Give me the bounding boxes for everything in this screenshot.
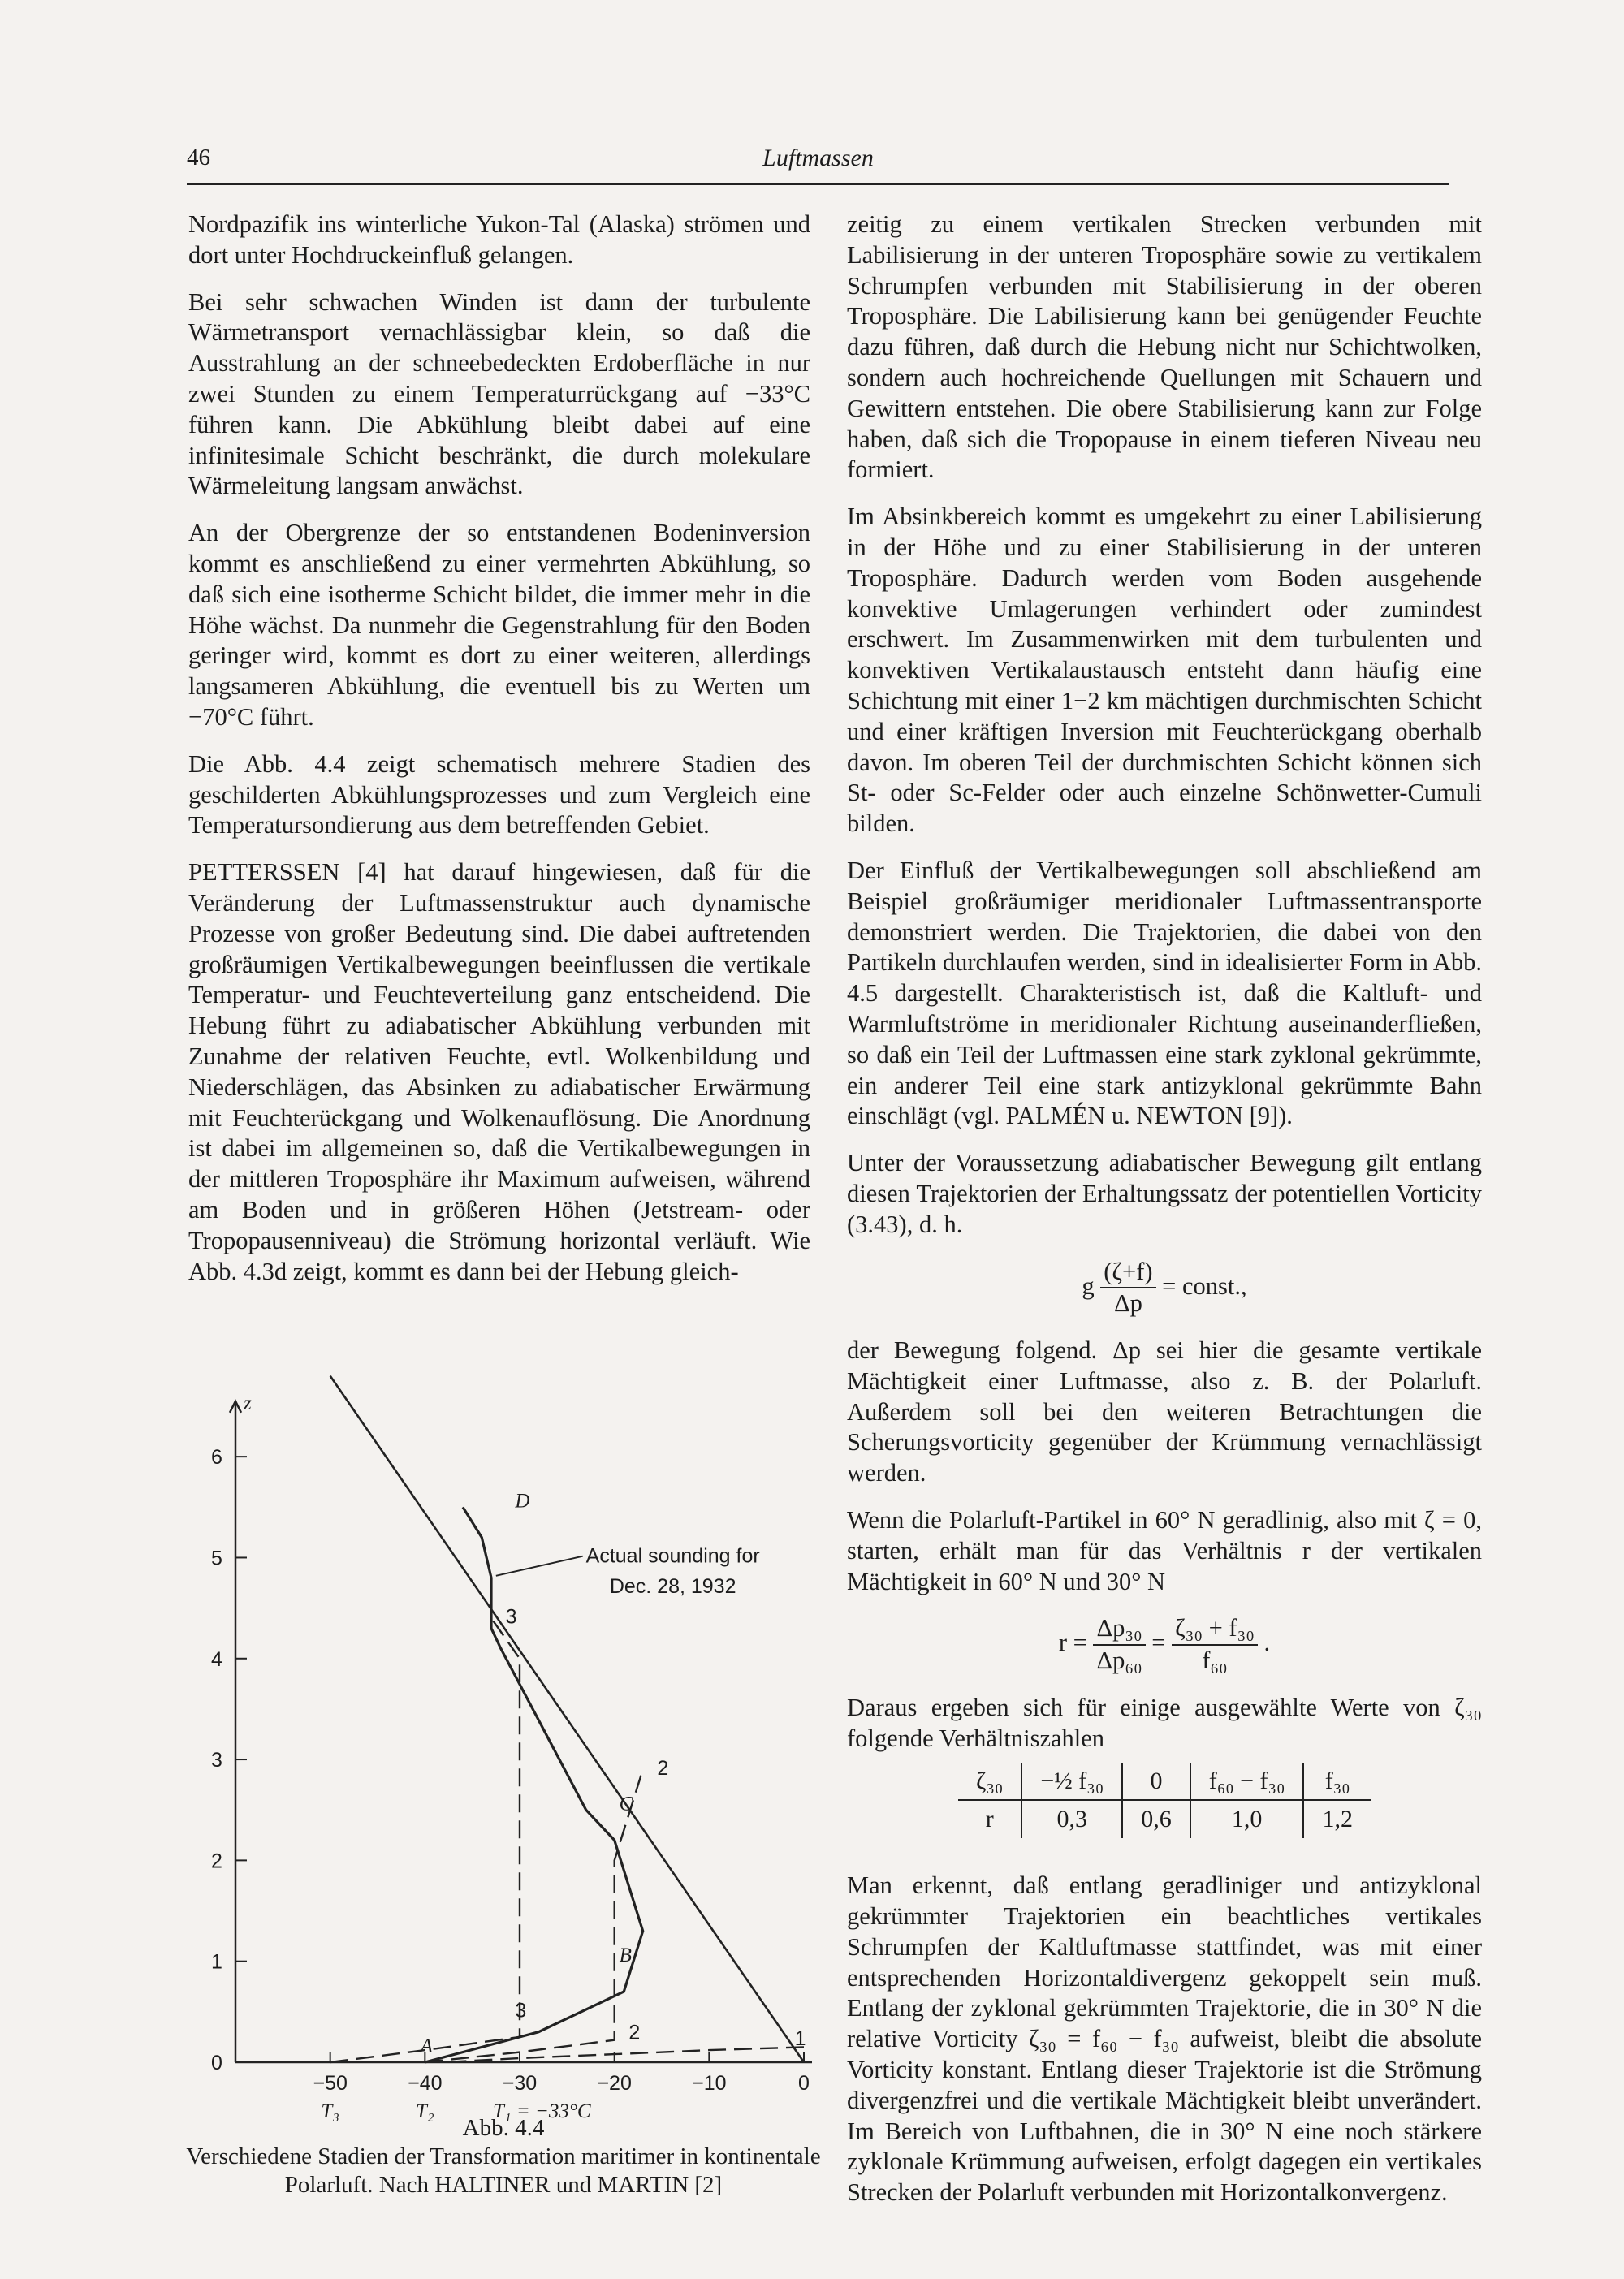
paragraph: Man erkennt, daß entlang geradliniger und antizyklonal gekrümmter Trajektorien ein beachtliches vertikales Schrumpfen der Kaltluftmasse stattfindet, was mit einer entsprechenden Horizontaldivergenz gekoppelt sein muß. Entlang der zyklonal gekrümmten Trajektorie, die in 30° N die relative Vorticity ζ₃₀ = f₆₀ − f₃₀ aufweist, bleibt die absolute Vorticity konstant. Entlang dieser Trajektorie ist die Strömung divergenzfrei und die vertikale Mächtigkeit bleibt unverändert. Im Bereich von Luftbahnen, die in 30° N eine noch stärkere zyklonale Krümmung aufweisen, erfolgt dagegen ein vertikales Strecken der Polarluft verbunden mit Horizontalkonvergenz. [847,1871,1482,2207]
numerator: (ζ+f) [1100,1257,1155,1289]
x-tick-label: −40 [408,2072,443,2095]
caption-label: Abb. 4.4 [462,2115,545,2141]
stage-2-line [425,1770,642,2063]
paragraph: der Bewegung folgend. Δp sei hier die gesamte vertikale Mächtigkeit einer Luftmasse, also z. B. der Polarluft. Außerdem soll bei den weiteren Betrachtungen die Scherungsvorticity gegenüber der Krümmung vernachlässigt werden. [847,1336,1482,1487]
formula-suffix: . [1263,1629,1271,1657]
running-title: Luftmassen [762,145,874,171]
annotation-arrow [496,1556,583,1576]
table-row [958,1800,1371,1838]
formula-prefix: r = [1058,1629,1087,1657]
page-header [187,145,1449,185]
point-label: 2 [657,1756,669,1780]
paragraph: Wenn die Polarluft-Partikel in 60° N geradlinig, also mit ζ = 0, starten, erhält man für das Verhältnis r der vertikalen Mächtigkeit in 60° N und 30° N [847,1506,1482,1595]
fraction [1100,1257,1155,1320]
point-label: A [420,2035,433,2057]
x-tick-label: −20 [597,2072,632,2095]
y-tick-label: 3 [211,1749,222,1772]
sounding-chart [154,1325,853,2153]
stage-3-line [330,1618,520,2062]
table-cell: r [985,1806,994,1833]
table-cell: 1,0 [1190,1800,1304,1838]
paragraph: Daraus ergeben sich für einige ausgewählte Werte von ζ₃₀ folgende Verhältniszahlen [847,1694,1482,1752]
formula-ratio [847,1613,1482,1677]
table-cell: 1,2 [1303,1800,1371,1838]
x-tick-label: 0 [798,2072,810,2095]
paragraph: Der Einfluß der Vertikalbewegungen soll abschließend am Beispiel großräumiger meridionaler Luftmassentransporte demonstriert werden. Die Trajektorien, die dabei von den Partikeln durchlaufen werden, sind in idealisierter Form in Abb. 4.5 dargestellt. Charakteristisch ist, daß die Kaltluft- und Warmluftströme in meridionaler Richtung auseinanderfließen, so daß ein Teil der Luftmassen eine stark zyklonal gekrümmte, ein anderer Teil eine stark antizyklonal gekrümmte Bahn einschlägt (vgl. PALMÉN u. NEWTON [9]). [847,856,1482,1130]
numerator: Δp₃₀ [1093,1613,1145,1646]
x-tick-label: −30 [502,2072,538,2095]
table-cell: f₃₀ [1303,1763,1371,1801]
point-label: 1 [794,2027,806,2051]
denominator: f₆₀ [1202,1647,1228,1675]
point-label: D [515,1490,530,1513]
denominator: Δp [1113,1289,1142,1318]
point-label: 2 [628,2021,641,2044]
annotation-text: Dec. 28, 1932 [609,1574,736,1598]
y-tick-label: 1 [211,1950,222,1974]
point-label: B [619,1944,632,1966]
table-header-row [958,1763,1371,1801]
dry-adiabat-line [330,1376,804,2062]
point-label: C [619,1793,633,1815]
right-column [847,209,1482,2225]
paragraph: Nordpazifik ins winterliche Yukon-Tal (Alaska) strömen und dort unter Hochdruckeinfluß gelangen. [188,210,810,269]
temperature-marker-label: T₂ [416,2100,434,2122]
table-cell: ζ₃₀ [958,1763,1021,1801]
x-tick-label: −50 [313,2072,348,2095]
y-axis-label: z [244,1392,252,1414]
formula-suffix: = const., [1162,1271,1247,1300]
paragraph: Die Abb. 4.4 zeigt schematisch mehrere Stadien des geschilderten Abkühlungsprozesses und zum Vergleich eine Temperatursondierung aus dem betreffenden Gebiet. [188,749,810,840]
denominator: Δp₆₀ [1096,1647,1142,1675]
figure-caption [154,2114,853,2199]
figure-4-4 [154,1325,853,2153]
paragraph: Unter der Voraussetzung adiabatischer Bewegung gilt entlang diesen Trajektorien der Erhaltungssatz der potentiellen Vorticity (3.43), d. h. [847,1149,1482,1238]
formula-prefix: g [1082,1271,1095,1300]
table-cell: −½ f₃₀ [1021,1763,1122,1801]
temperature-marker-label: T₃ [321,2100,339,2122]
paragraph: Im Absinkbereich kommt es umgekehrt zu einer Labilisierung in der Höhe und zu einer Stabilisierung in der unteren Troposphäre. Dadurch werden vom Boden ausgehende konvektive Umlagerungen verhindert oder zumindest erschwert. Im Zusammenwirken mit dem turbulenten und konvektiven Vertikalaustausch entsteht dann häufig eine Schichtung mit einer 1−2 km mächtigen durchmischten Schicht und einer kräftigen Inversion mit Feuchterückgang oberhalb davon. Im oberen Teil der durchmischten Schicht können sich St- oder Sc-Felder oder auch einzelne Schönwetter-Cumuli bilden. [847,503,1482,838]
left-column [188,209,810,1303]
table-cell: 0,3 [1021,1800,1122,1838]
fraction [1093,1613,1145,1677]
temperature-marker-label: T₁ = −33°C [493,2100,591,2122]
y-tick-label: 5 [211,1547,222,1570]
formula-potential-vorticity [847,1257,1482,1320]
table-cell: 0 [1122,1763,1190,1801]
table-cell: f₆₀ − f₃₀ [1190,1763,1304,1801]
table-cell: 0,6 [1122,1800,1190,1838]
caption-line: Verschiedene Stadien der Transformation maritimer in kontinentale [186,2143,821,2169]
page-number: 46 [187,145,210,170]
paragraph: An der Obergrenze der so entstandenen Bodeninversion kommt es anschließend zu einer vermehrten Abkühlung, so daß sich eine isotherme Schicht bildet, die immer mehr in die Höhe wächst. Da nunmehr die Gegenstrahlung für den Boden geringer wird, kommt es dort zu einer weiteren, allerdings langsameren Abkühlung, die eventuell bis zu Werten um −70°C führt. [188,519,810,731]
y-tick-label: 2 [211,1850,222,1873]
caption-line: Polarluft. Nach HALTINER und MARTIN [2] [284,2172,723,2198]
equals-sign: = [1151,1629,1166,1657]
paragraph: PETTERSSEN [4] hat darauf hingewiesen, daß für die Veränderung der Luftmassenstruktur auch dynamische Prozesse von großer Bedeutung sind. Die dabei auftretenden großräumigen Vertikalbewegungen beeinflussen die vertikale Temperatur- und Feuchteverteilung ganz entscheidend. Die Hebung führt zu adiabatischer Abkühlung verbunden mit Zunahme der relativen Feuchte, evtl. Wolkenbildung und Niederschlägen, das Absinken zu adiabatischer Erwärmung mit Feuchterückgang und Wolkenauflösung. Die Anordnung ist dabei im allgemeinen so, daß die Vertikalbewegungen in der mittleren Troposphäre ihr Maximum aufweisen, während am Boden und in größeren Höhen (Jetstream- oder Tropopausenniveau) die Strömung horizontal verläuft. Wie Abb. 4.3d zeigt, kommt es dann bei der Hebung gleich- [188,858,810,1285]
ratio-table [958,1763,1371,1839]
point-label: 3 [515,1999,527,2022]
x-tick-label: −10 [692,2072,727,2095]
paragraph: Bei sehr schwachen Winden ist dann der turbulente Wärmetransport vernachlässigbar klein, so daß die Ausstrahlung an der schneebedeckten Erdoberfläche in nur zwei Stunden zu einem Temperaturrückgang auf −33°C führen kann. Die Abkühlung bleibt dabei auf eine infinitesimale Schicht beschränkt, die durch molekulare Wärmeleitung langsam anwächst. [188,287,810,500]
paragraph: zeitig zu einem vertikalen Strecken verbunden mit Labilisierung in der unteren Troposphäre sowie zu vertikalem Schrumpfen verbunden mit Stabilisierung in der oberen Troposphäre. Die Labilisierung kann bei genügender Feuchte dazu führen, daß durch die Hebung nicht nur Schichtwolken, sondern auch hochreichende Quellungen mit Schauern und Gewittern entstehen. Die obere Stabilisierung kann zur Folge haben, daß sich die Tropopause in einem tieferen Niveau neu formiert. [847,210,1482,484]
y-tick-label: 0 [211,2052,222,2074]
fraction [1172,1613,1258,1677]
point-label: 3 [505,1605,517,1629]
y-tick-label: 4 [211,1647,222,1671]
y-tick-label: 6 [211,1446,222,1470]
stage-1-line [444,2047,804,2062]
numerator: ζ₃₀ + f₃₀ [1172,1613,1258,1646]
annotation-text: Actual sounding for [585,1544,760,1568]
